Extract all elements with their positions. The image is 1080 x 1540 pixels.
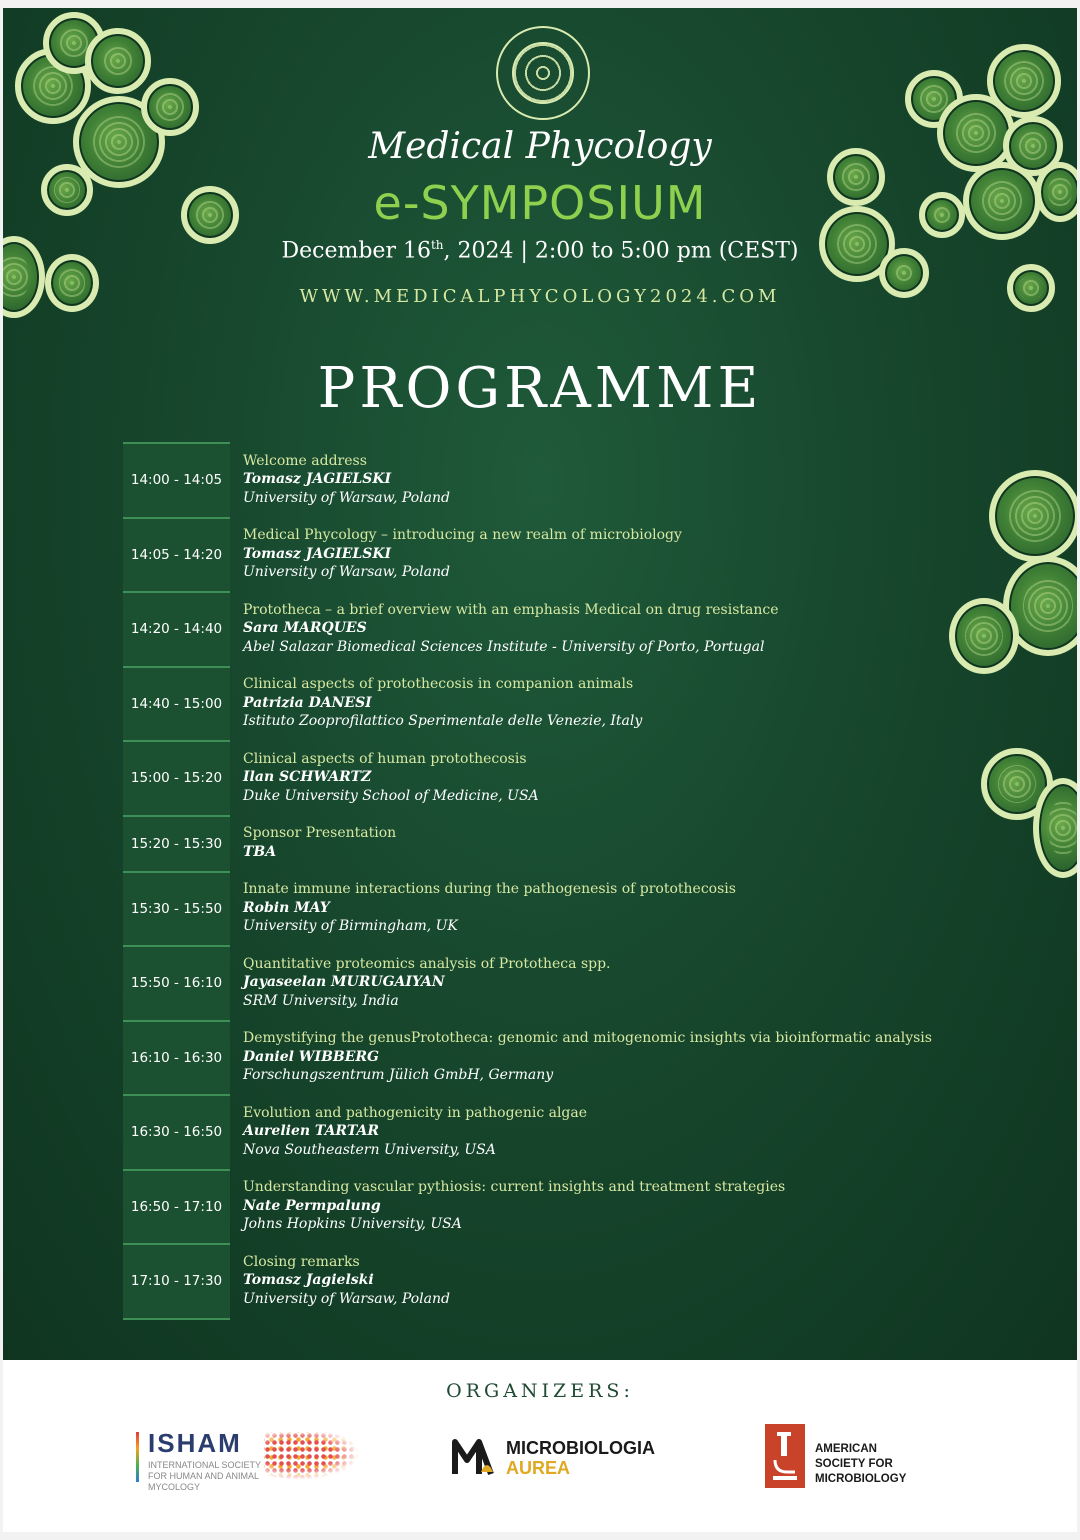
asm-line-2: SOCIETY FOR [815,1458,893,1470]
session-speaker: Nate Permpalung [243,1197,381,1214]
aurea-name: AUREA [506,1458,571,1478]
session-affiliation: Johns Hopkins University, USA [243,1216,462,1232]
session-speaker: TBA [243,843,277,860]
session-title: Prototheca – a brief overview with an emphasis Medical on drug resistance [243,601,779,618]
algae-cell-decoration [949,598,1019,674]
asm-name [815,1442,906,1487]
event-url[interactable]: WWW.MEDICALPHYCOLOGY2024.COM [299,286,781,307]
session-affiliation: University of Warsaw, Poland [243,489,450,506]
session-title: Medical Phycology – introducing a new realm of microbiology [243,527,682,543]
session-details [230,824,396,861]
schedule-row [123,945,943,1020]
session-title: Innate immune interactions during the pathogenesis of protothecosis [243,881,736,897]
session-time: 16:50 - 17:10 [123,1169,230,1244]
session-speaker: Patrizia DANESI [243,694,372,711]
date-suffix: , 2024 | 2:00 to 5:00 pm (CEST) [443,238,799,264]
isham-color-bar [136,1432,139,1482]
programme-heading: PROGRAMME [317,356,763,421]
session-affiliation: University of Warsaw, Poland [243,564,450,580]
organizers-heading: ORGANIZERS: [446,1380,634,1402]
session-affiliation: Istituto Zooprofilattico Sperimentale delle Venezie, Italy [243,713,643,729]
schedule-row [123,1094,943,1169]
asm-logo[interactable] [765,1424,925,1490]
symposium-logo-inner [512,42,574,104]
schedule-row [123,517,943,592]
session-details [230,1029,932,1085]
session-details [230,452,450,508]
session-time: 16:30 - 16:50 [123,1094,230,1169]
session-title: Quantitative proteomics analysis of Prototheca spp. [243,955,611,972]
schedule-row [123,1243,943,1318]
event-subtitle: e-SYMPOSIUM [373,176,707,230]
session-details [230,601,779,657]
schedule-row [123,591,943,666]
schedule-row [123,1169,943,1244]
session-time: 17:10 - 17:30 [123,1243,230,1318]
session-details [230,750,539,806]
schedule-row [123,871,943,946]
schedule-row [123,442,943,517]
session-time: 14:40 - 15:00 [123,666,230,741]
session-affiliation: University of Birmingham, UK [243,918,458,934]
session-time: 15:00 - 15:20 [123,740,230,815]
session-details [230,675,642,731]
session-speaker: Aurelien TARTAR [243,1123,379,1139]
session-affiliation: Forschungszentrum Jülich GmbH, Germany [243,1067,554,1083]
session-title: Clinical aspects of human protothecosis [243,750,527,767]
event-date [3,238,1077,263]
session-speaker: Tomasz Jagielski [243,1272,374,1288]
schedule-row [123,815,943,871]
session-time: 14:00 - 14:05 [123,442,230,517]
footer [3,1360,1077,1532]
poster [3,8,1077,1360]
date-ordinal: th [430,238,444,252]
microscope-icon [765,1424,805,1488]
session-speaker: Tomasz JAGIELSKI [243,545,392,562]
microbiologia-aurea-mark-icon [451,1434,497,1480]
session-details [230,526,682,582]
asm-line-1: AMERICAN [815,1443,877,1455]
session-time: 14:20 - 14:40 [123,591,230,666]
session-affiliation: Duke University School of Medicine, USA [243,787,539,804]
session-title: Welcome address [243,452,367,469]
session-speaker: Robin MAY [243,899,330,916]
session-title: Clinical aspects of protothecosis in companion animals [243,676,634,692]
session-affiliation: Nova Southeastern University, USA [243,1141,496,1158]
session-details [230,955,611,1011]
session-speaker: Sara MARQUES [243,620,367,636]
schedule-row [123,1020,943,1095]
session-speaker: Ilan SCHWARTZ [243,769,372,785]
session-title: Sponsor Presentation [243,825,397,841]
session-title: Understanding vascular pythiosis: current insights and treatment strategies [243,1179,786,1195]
date-prefix: December 16 [281,238,431,264]
session-speaker: Tomasz JAGIELSKI [243,471,392,487]
session-time: 15:50 - 16:10 [123,945,230,1020]
asm-line-3: MICROBIOLOGY [815,1473,907,1485]
session-affiliation: SRM University, India [243,992,399,1009]
session-time: 16:10 - 16:30 [123,1020,230,1095]
world-map-icon [264,1432,360,1480]
session-title: Closing remarks [243,1253,360,1270]
session-speaker: Daniel WIBBERG [243,1048,380,1065]
isham-logo[interactable] [136,1428,366,1492]
schedule-bottom-rule [123,1318,230,1320]
session-details [230,1178,785,1234]
algae-cell-decoration [989,470,1077,562]
session-time: 15:20 - 15:30 [123,815,230,871]
schedule-row [123,666,943,741]
session-affiliation: Abel Salazar Biomedical Sciences Institute - University of Porto, Portugal [243,638,765,655]
session-time: 14:05 - 14:20 [123,517,230,592]
isham-name: ISHAM [148,1428,242,1458]
event-title: Medical Phycology [368,126,712,167]
session-details [230,880,736,936]
session-details [230,1253,450,1309]
schedule-row [123,740,943,815]
microbiologia-name: MICROBIOLOGIA [506,1438,655,1458]
session-time: 15:30 - 15:50 [123,871,230,946]
schedule-table [123,442,943,1320]
session-title: Evolution and pathogenicity in pathogenic algae [243,1104,588,1121]
session-details [230,1104,587,1160]
session-title: Demystifying the genusPrototheca: genomic and mitogenomic insights via bioinformatic analysis [243,1030,932,1046]
session-affiliation: University of Warsaw, Poland [243,1290,450,1307]
algae-cell-decoration [85,28,151,94]
microbiologia-aurea-logo[interactable] [451,1434,671,1484]
session-speaker: Jayaseelan MURUGAIYAN [243,974,445,990]
symposium-logo [496,26,590,120]
isham-subtitle: INTERNATIONAL SOCIETY FOR HUMAN AND ANIMAL MYCOLOGY [148,1460,261,1492]
